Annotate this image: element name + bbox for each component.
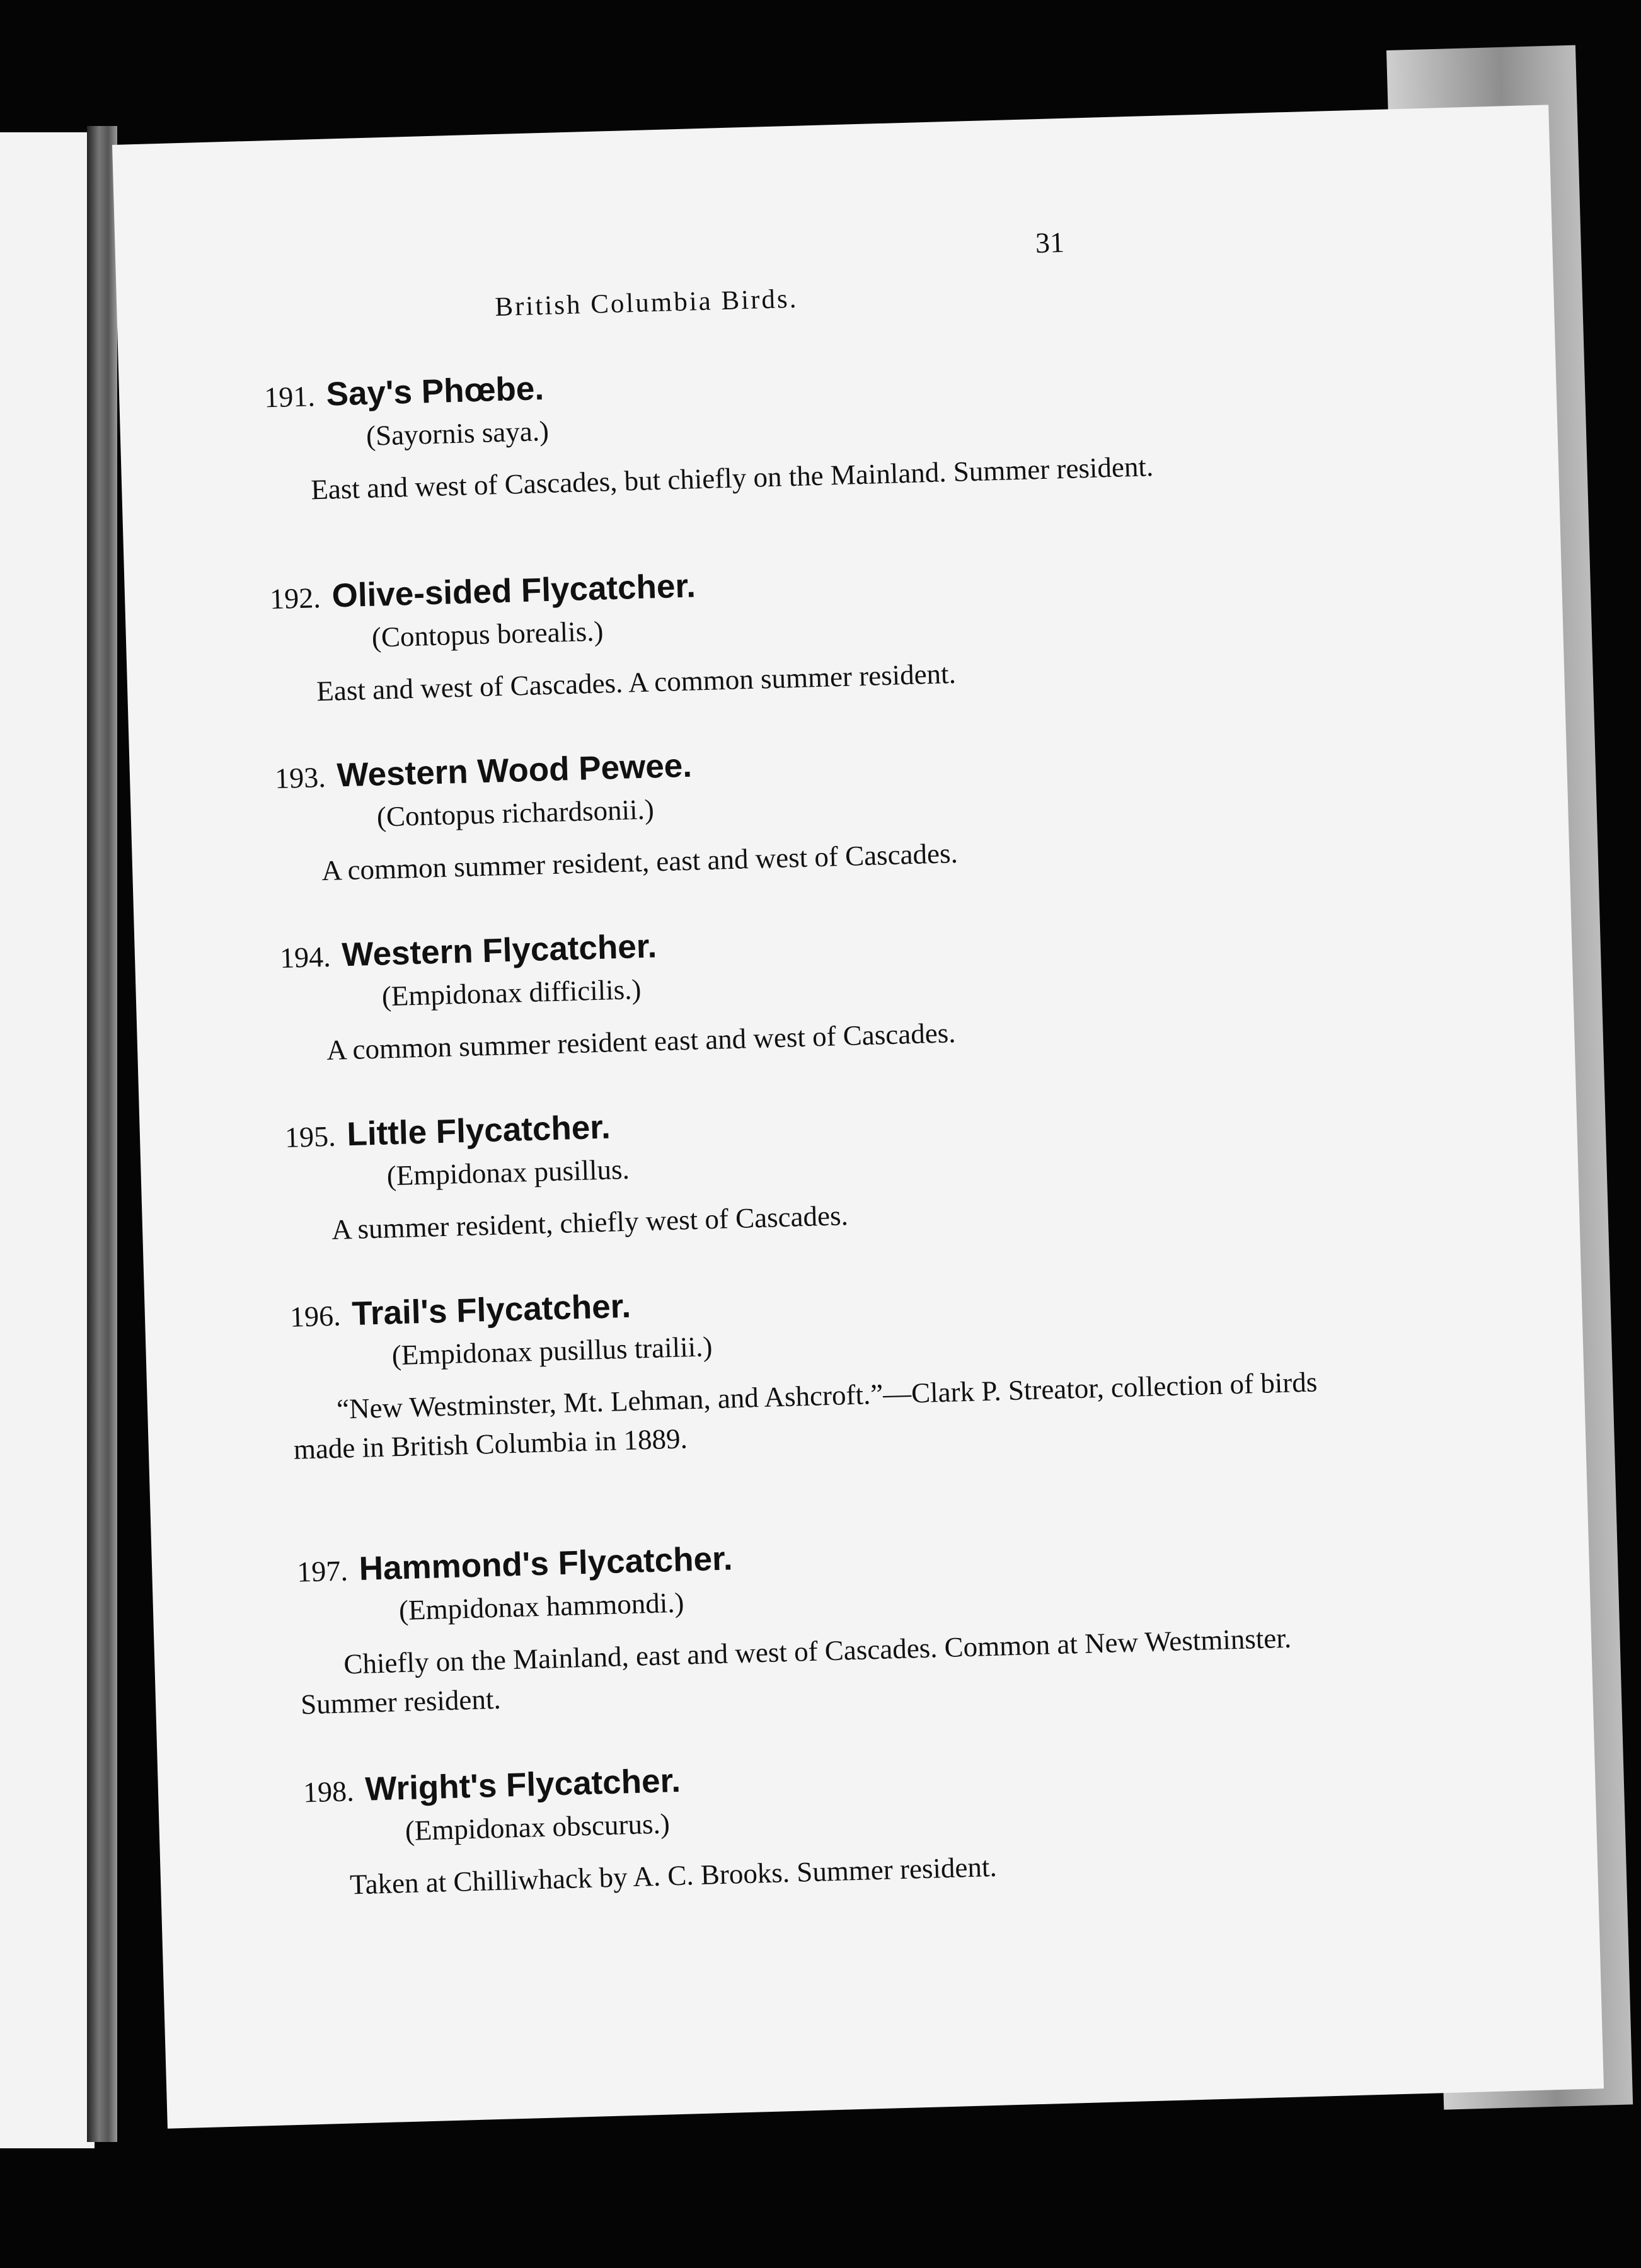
entry-196 [289, 1263, 1366, 1497]
species-name: Trail's Flycatcher. [351, 1287, 631, 1333]
entry-description: A common summer resident, east and west of Cascades. [321, 837, 959, 887]
species-name: Wright's Flycatcher. [364, 1761, 681, 1808]
entry-number: 195. [284, 1120, 337, 1154]
entry-number: 196. [289, 1299, 342, 1333]
species-name: Say's Phœbe. [325, 370, 544, 413]
facing-page-edge [0, 132, 95, 2148]
entry-198 [302, 1739, 1378, 1933]
running-head: British Columbia Birds. [494, 284, 799, 323]
book-page [112, 105, 1604, 2128]
species-name: Western Flycatcher. [341, 927, 657, 974]
entry-number: 197. [296, 1554, 348, 1588]
page-number: 31 [1035, 226, 1065, 260]
entry-number: 193. [274, 760, 326, 795]
entry-description: “New Westminster, Mt. Lehman, and Ashcroft.”—Clark P. Streator, collection of birds made in British Columbia in 1889. [293, 1366, 1318, 1465]
entry-number: 191. [263, 380, 316, 414]
species-name: Olive-sided Flycatcher. [331, 567, 696, 615]
scientific-name: (Sayornis saya.) [366, 415, 550, 452]
entry-195 [284, 1084, 1360, 1279]
entry-description: Chiefly on the Mainland, east and west of Cascades. Common at New Westminster. Summer resident. [300, 1622, 1292, 1721]
entry-193 [274, 725, 1350, 920]
entry-description: East and west of Cascades, but chiefly on the Mainland. Summer resident. [310, 450, 1154, 506]
entry-number: 194. [279, 940, 331, 975]
entry-description: A common summer resident east and west of Cascades. [326, 1017, 957, 1067]
entry-number: 198. [302, 1775, 355, 1809]
entry-description: East and west of Cascades. A common summer resident. [316, 657, 957, 707]
scientific-name: (Empidonax hammondi.) [398, 1586, 685, 1627]
scientific-name: (Contopus richardsonii.) [376, 793, 655, 833]
species-name: Little Flycatcher. [346, 1108, 611, 1154]
scientific-name: (Empidonax pusillus trailii.) [391, 1331, 713, 1372]
entry-number: 192. [269, 581, 321, 616]
entry-197 [296, 1518, 1373, 1752]
entry-192 [269, 546, 1345, 740]
scientific-name: (Contopus borealis.) [371, 615, 604, 653]
entry-description: A summer resident, chiefly west of Cascades. [331, 1200, 849, 1246]
scientific-name: (Empidonax pusillus. [386, 1153, 630, 1192]
entry-194 [279, 905, 1355, 1099]
book-gutter [87, 126, 117, 2142]
species-name: Hammond's Flycatcher. [358, 1540, 734, 1588]
entry-191 [263, 344, 1339, 539]
species-name: Western Wood Pewee. [336, 747, 693, 794]
entry-description: Taken at Chilliwhack by A. C. Brooks. Summer resident. [349, 1850, 998, 1901]
scientific-name: (Empidonax obscurus.) [405, 1807, 671, 1847]
scientific-name: (Empidonax difficilis.) [381, 973, 642, 1012]
